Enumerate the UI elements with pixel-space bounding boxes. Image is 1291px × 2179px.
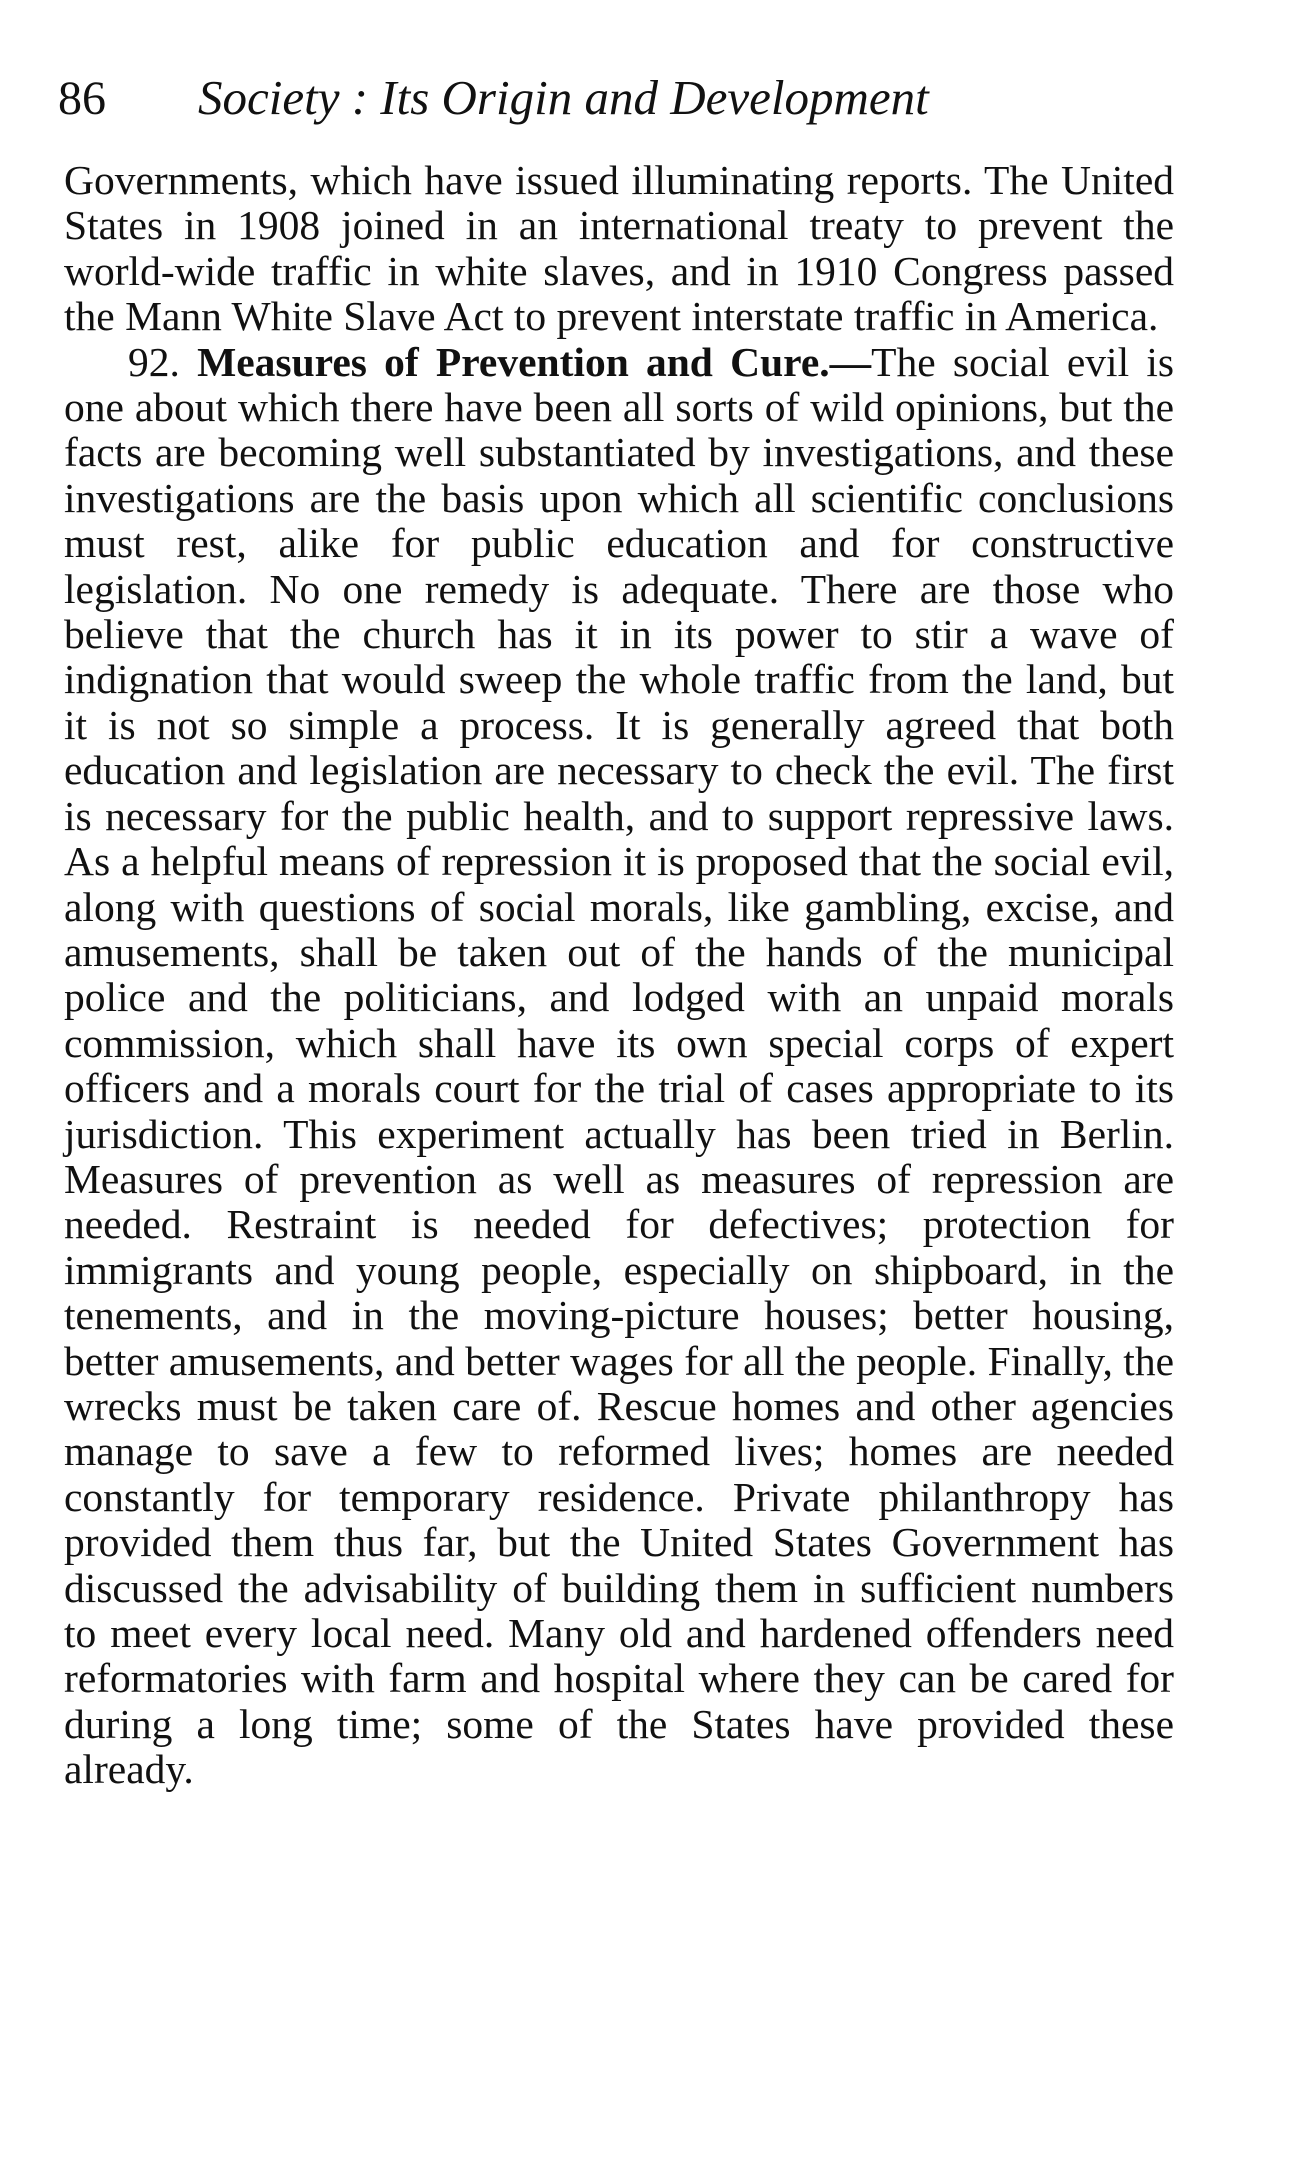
running-head	[58, 66, 929, 130]
section-paragraph	[64, 340, 1174, 1793]
body-text	[64, 158, 1174, 1793]
section-number: 92.	[128, 338, 180, 385]
section-heading: Measures of Prevention and Cure.—	[197, 338, 872, 385]
book-title: Society : Its Origin and Development	[198, 70, 929, 125]
continuation-paragraph: Governments, which have issued illuminating reports. The United States in 1908 joined in an international treaty to prevent the world-wide traffic in white slaves, and in 1910 Congress passed the Mann White Slave Act to prevent interstate traffic in America.	[64, 157, 1174, 340]
section-text: The social evil is one about which there have been all sorts of wild opinions, but the facts are becoming well substantiated by investigations, and these investigations are the basis upon which all scientific conclusions must rest, alike for public education and for constructive legislation. No one remedy is adequate. There are those who believe that the church has it in its power to stir a wave of indignation that would sweep the whole traffic from the land, but it is not so simple a process. It is generally agreed that both education and legislation are necessary to check the evil. The first is necessary for the public health, and to support repressive laws. As a helpful means of repression it is proposed that the social evil, along with questions of social morals, like gambling, excise, and amusements, shall be taken out of the hands of the municipal police and the politicians, and lodged with an unpaid morals commission, which shall have its own special corps of expert officers and a morals court for the trial of cases appropriate to its jurisdiction. This experiment actually has been tried in Berlin. Measures of prevention as well as measures of repression are needed. Restraint is needed for defectives; protection for immigrants and young people, especially on shipboard, in the tenements, and in the moving-picture houses; better housing, better amusements, and better wages for all the people. Finally, the wrecks must be taken care of. Rescue homes and other agencies manage to save a few to reformed lives; homes are needed constantly for temporary residence. Private philanthropy has provided them thus far, but the United States Government has discussed the advisability of building them in sufficient numbers to meet every local need. Many old and hardened offenders need reformatories with farm and hospital where they can be cared for during a long time; some of the States have provided these already.	[64, 338, 1174, 1793]
page-number: 86	[58, 72, 106, 125]
